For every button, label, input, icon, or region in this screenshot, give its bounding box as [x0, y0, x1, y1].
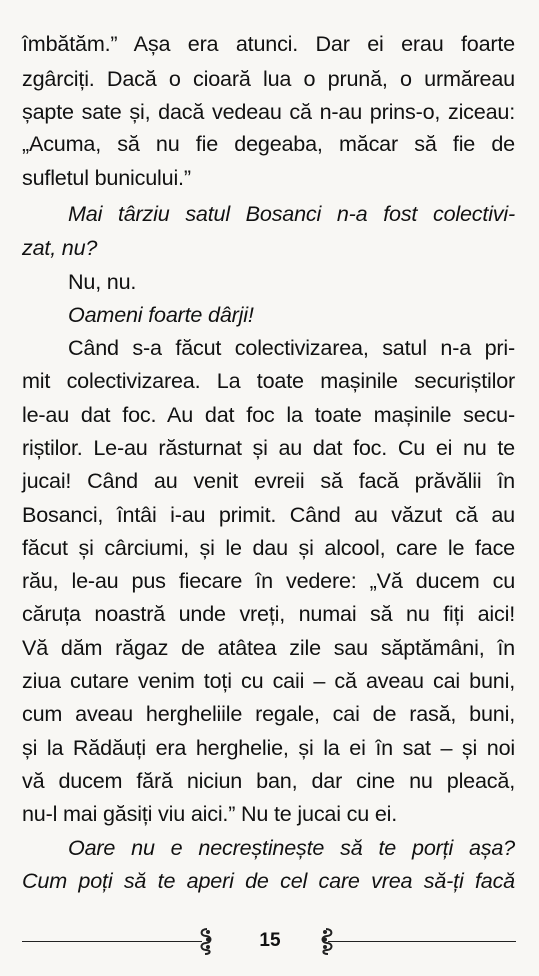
- text-line: rău, le-au pus fiecare în vedere: „Vă ducem cu: [22, 568, 515, 593]
- text-line: căruța noastră unde vreți, numai să nu fiți aici!: [22, 601, 515, 626]
- question-line: Oameni foarte dârji!: [68, 302, 254, 327]
- text-line: le-au dat foc. Au dat foc la toate mașinile secu-: [22, 402, 515, 427]
- text-line: ziua cutare venim toți cu caii – că aveau cai buni,: [22, 668, 515, 693]
- footer-rule-left: [22, 941, 202, 942]
- text-line: „Acuma, să nu fie degeaba, măcar să fie de: [22, 131, 515, 156]
- text-line: vă ducem fără niciun ban, dar cine nu pleacă,: [22, 768, 515, 793]
- text-line: Vă dăm răgaz de atâtea zile sau săptămâni, în: [22, 635, 515, 660]
- text-line: îmbătăm.” Așa era atunci. Dar ei erau foarte: [22, 31, 515, 56]
- text-line: făcut și cârciumi, și le dau și alcool, care le face: [22, 535, 515, 560]
- question-line: Cum poți să te aperi de cel care vrea să-ți facă: [22, 868, 515, 893]
- text-line: jucai! Când au venit evreii să facă prăvălii în: [22, 468, 515, 493]
- text-line: Bosanci, întâi i-au primit. Când au văzut că au: [22, 502, 515, 527]
- page-number: 15: [259, 930, 281, 951]
- question-line: Mai târziu satul Bosanci n-a fost colectivi-: [68, 201, 515, 226]
- text-line: Nu, nu.: [68, 269, 137, 294]
- text-line: riștilor. Le-au răsturnat și au dat foc. Cu ei nu te: [22, 435, 515, 460]
- question-line: Oare nu e necreștinește să te porți așa?: [68, 835, 515, 860]
- text-line: nu-l mai găsiți viu aici.” Nu te jucai cu ei.: [22, 801, 398, 826]
- text-line: cum aveau hergheliile regale, cai de rasă, buni,: [22, 701, 515, 726]
- text-line: sufletul bunicului.”: [22, 165, 191, 190]
- text-line: șapte sate și, dacă vedeau că n-au prins-o, ziceau:: [22, 99, 515, 124]
- text-line: mit colectivizarea. La toate mașinile securiștilor: [22, 368, 515, 393]
- text-line: Când s-a făcut colectivizarea, satul n-a pri-: [68, 335, 515, 360]
- text-line: zgârciți. Dacă o cioară lua o prună, o urmăreau: [22, 66, 515, 91]
- text-line: și la Rădăuți era herghelie, și la ei în sat – și noi: [22, 735, 515, 760]
- question-line: zat, nu?: [22, 235, 98, 260]
- ornament-left-icon: [195, 926, 215, 956]
- page-footer: [0, 926, 539, 956]
- footer-rule-right: [328, 941, 516, 942]
